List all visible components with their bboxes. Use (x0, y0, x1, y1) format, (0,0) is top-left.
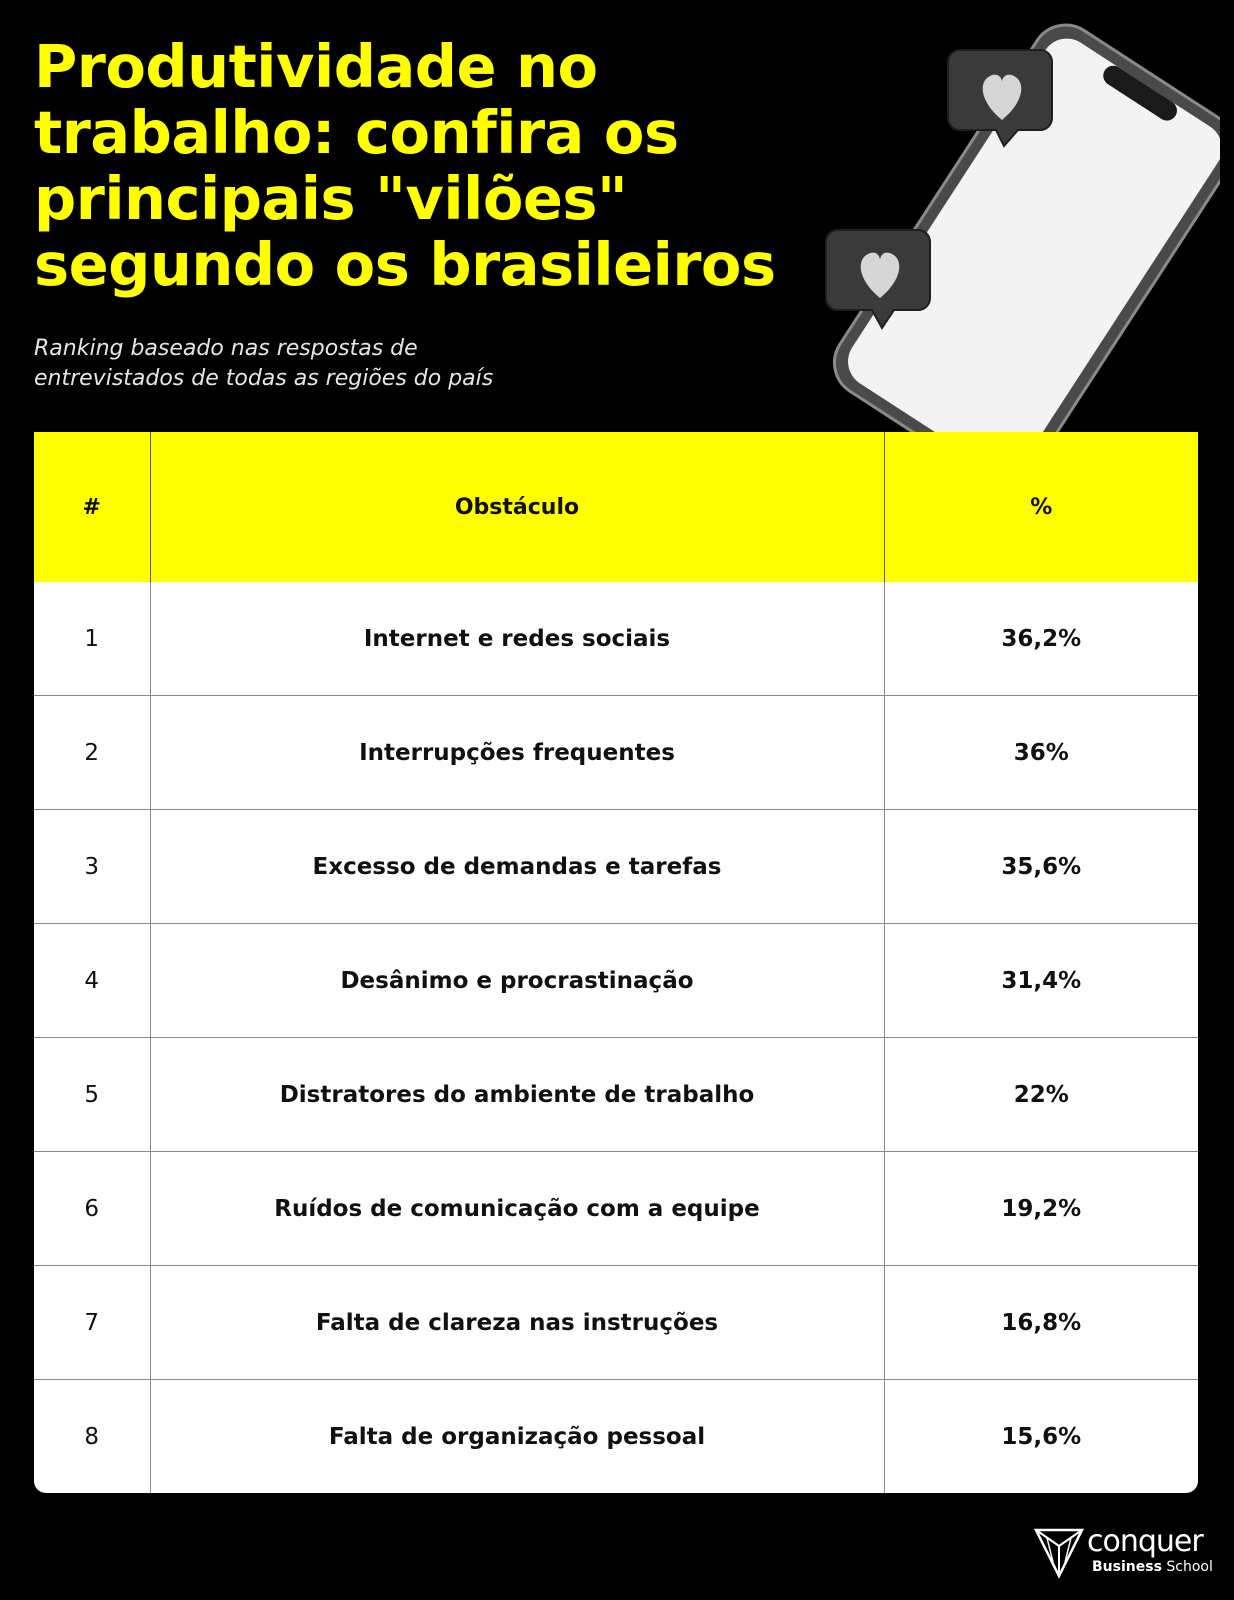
header-percent: % (884, 432, 1198, 582)
logo-tag-bold: Business (1092, 1559, 1162, 1575)
table-row (34, 582, 1198, 696)
table-row (34, 810, 1198, 924)
table-row (34, 1380, 1198, 1494)
header-rank: # (34, 432, 150, 582)
percent-cell: 15,6% (884, 1380, 1198, 1494)
ranking-table (34, 432, 1198, 1493)
obstacle-cell: Distratores do ambiente de trabalho (150, 1038, 884, 1152)
obstacle-cell: Internet e redes sociais (150, 582, 884, 696)
rank-cell: 8 (34, 1380, 150, 1494)
percent-cell: 19,2% (884, 1152, 1198, 1266)
rank-cell: 1 (34, 582, 150, 696)
rank-cell: 7 (34, 1266, 150, 1380)
rank-cell: 3 (34, 810, 150, 924)
logo-tag-rest: School (1161, 1559, 1213, 1575)
obstacle-cell: Desânimo e procrastinação (150, 924, 884, 1038)
header-obstacle: Obstáculo (150, 432, 884, 582)
page-subtitle: Ranking baseado nas respostas de entrevistados de todas as regiões do país (34, 336, 494, 391)
rank-cell: 6 (34, 1152, 150, 1266)
percent-cell: 36% (884, 696, 1198, 810)
smartphone-illustration (820, 20, 1220, 480)
table-header-row (34, 432, 1198, 582)
table-row (34, 1266, 1198, 1380)
percent-cell: 31,4% (884, 924, 1198, 1038)
percent-cell: 16,8% (884, 1266, 1198, 1380)
obstacle-cell: Excesso de demandas e tarefas (150, 810, 884, 924)
table-row (34, 1152, 1198, 1266)
obstacle-cell: Falta de organização pessoal (150, 1380, 884, 1494)
page-title: Produtividade no trabalho: confira os principais "vilões" segundo os brasileiros (34, 32, 776, 299)
logo-tagline (1092, 1559, 1213, 1575)
rank-cell: 4 (34, 924, 150, 1038)
percent-cell: 35,6% (884, 810, 1198, 924)
conquer-logo (1033, 1526, 1213, 1588)
obstacle-cell: Ruídos de comunicação com a equipe (150, 1152, 884, 1266)
shield-logo-icon (1033, 1526, 1085, 1580)
table-row (34, 924, 1198, 1038)
rank-cell: 2 (34, 696, 150, 810)
rank-cell: 5 (34, 1038, 150, 1152)
table-row (34, 696, 1198, 810)
table-row (34, 1038, 1198, 1152)
percent-cell: 22% (884, 1038, 1198, 1152)
obstacle-cell: Interrupções frequentes (150, 696, 884, 810)
percent-cell: 36,2% (884, 582, 1198, 696)
logo-name: conquer (1087, 1524, 1203, 1559)
obstacle-cell: Falta de clareza nas instruções (150, 1266, 884, 1380)
